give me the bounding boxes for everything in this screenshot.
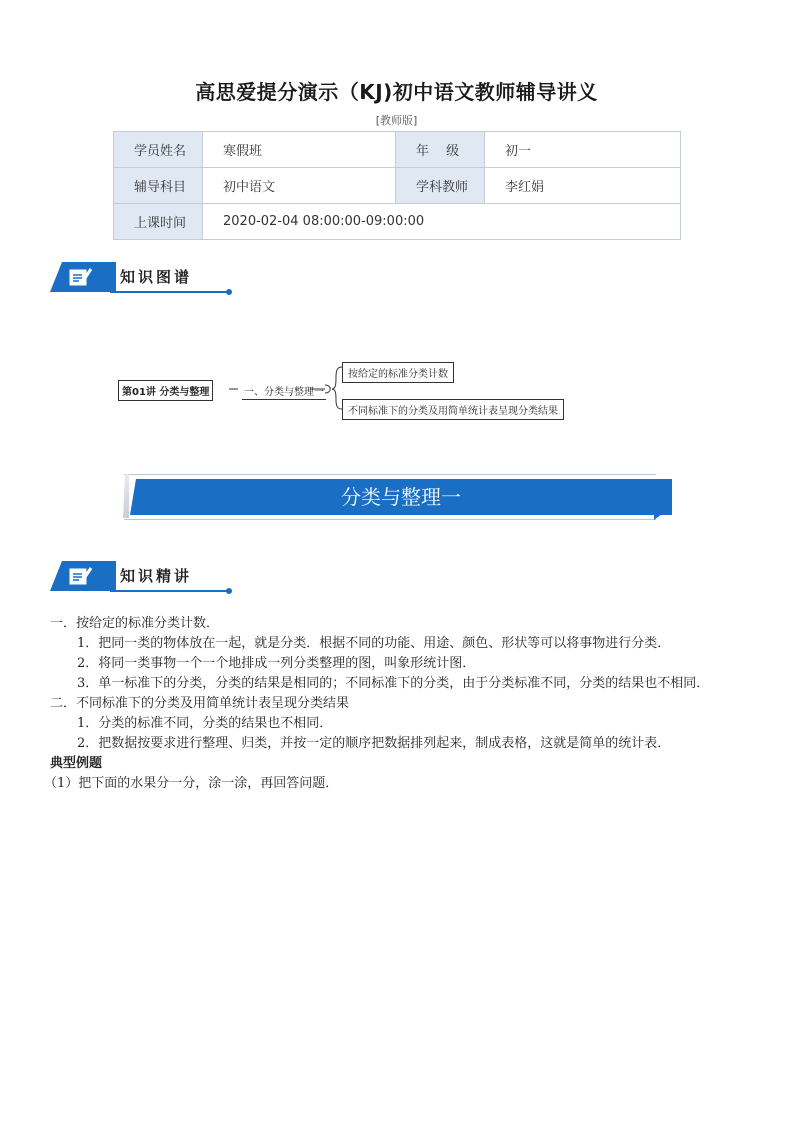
edition-label: [教师版] bbox=[375, 114, 418, 127]
section-underline-dot bbox=[226, 588, 232, 594]
example-question: （1）把下面的水果分一分，涂一涂，再回答问题． bbox=[44, 776, 339, 791]
teacher-label: 学科教师 bbox=[396, 168, 485, 204]
table-row bbox=[114, 132, 681, 168]
mindmap-root-node: 第01讲 分类与整理 bbox=[118, 380, 213, 401]
notepad-pencil-icon bbox=[68, 566, 94, 586]
section-header-knowledge-explain bbox=[50, 561, 232, 597]
class-time-value: 2020-02-04 08:00:00-09:00:00 bbox=[203, 204, 681, 240]
section-underline-dot bbox=[226, 289, 232, 295]
section-title: 知识图谱 bbox=[120, 268, 193, 286]
mindmap-leaf-node: 按给定的标准分类计数 bbox=[342, 362, 454, 383]
class-time-label: 上课时间 bbox=[114, 204, 203, 240]
student-name-value: 寒假班 bbox=[203, 132, 396, 168]
notepad-pencil-icon bbox=[68, 267, 94, 287]
paragraph: 1．分类的标准不同，分类的结果也不相同． bbox=[77, 716, 333, 731]
grade-value: 初一 bbox=[485, 132, 681, 168]
mindmap-leaf-node: 不同标准下的分类及用简单统计表呈现分类结果 bbox=[342, 399, 564, 420]
section-underline bbox=[110, 291, 228, 293]
example-heading: 典型例题 bbox=[50, 756, 103, 771]
paragraph: 1．把同一类的物体放在一起，就是分类．根据不同的功能、用途、颜色、形状等可以将事物进行分类． bbox=[77, 636, 671, 651]
teacher-value: 李红娟 bbox=[485, 168, 681, 204]
paragraph: 2．将同一类事物一个一个地排成一列分类整理的图，叫象形统计图． bbox=[77, 656, 476, 671]
student-info-table bbox=[113, 131, 681, 240]
subject-label: 辅导科目 bbox=[114, 168, 203, 204]
document-title: 高思爱提分演示（KJ)初中语文教师辅导讲义 bbox=[195, 80, 598, 104]
section-title: 知识精讲 bbox=[120, 567, 193, 585]
table-row bbox=[114, 168, 681, 204]
heading-point-two: 二．不同标准下的分类及用简单统计表呈现分类结果 bbox=[50, 696, 350, 711]
section-header-knowledge-map bbox=[50, 262, 232, 298]
grade-label: 年 级 bbox=[396, 132, 485, 168]
heading-point-one: 一．按给定的标准分类计数． bbox=[50, 616, 220, 631]
table-row bbox=[114, 204, 681, 240]
subject-value: 初中语文 bbox=[203, 168, 396, 204]
student-name-label: 学员姓名 bbox=[114, 132, 203, 168]
topic-banner-title: 分类与整理一 bbox=[341, 485, 461, 509]
paragraph: 2．把数据按要求进行整理、归类，并按一定的顺序把数据排列起来，制成表格，这就是简单的统计表． bbox=[77, 736, 671, 751]
paragraph: 3．单一标准下的分类，分类的结果是相同的；不同标准下的分类，由于分类标准不同，分类的结果也不相同． bbox=[77, 676, 710, 691]
section-underline bbox=[110, 590, 228, 592]
mindmap-branch-node: 一、分类与整理一 bbox=[242, 383, 326, 400]
